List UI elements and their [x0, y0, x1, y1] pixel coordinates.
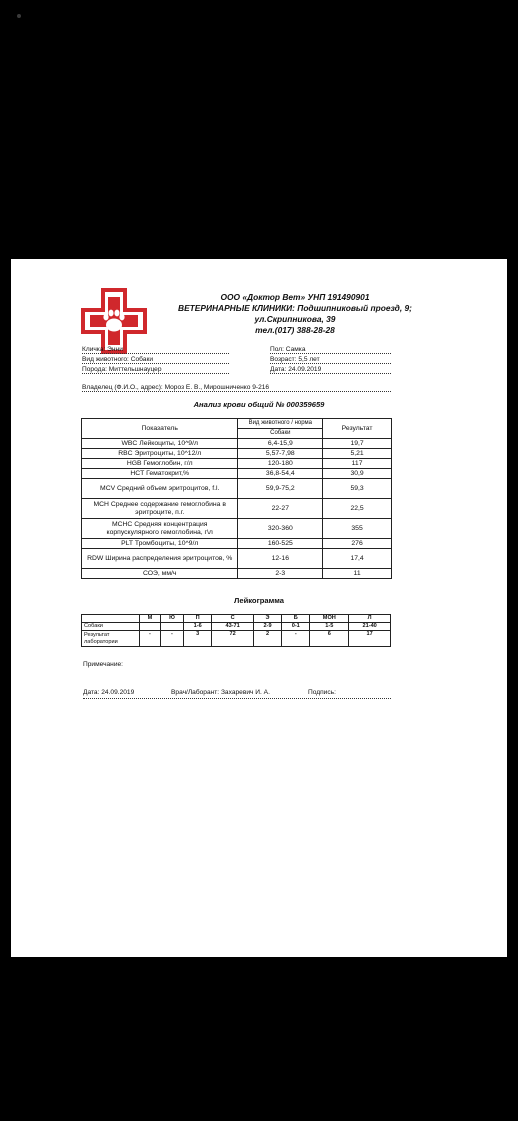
norm-cell: 22-27 [238, 499, 323, 519]
table-row [82, 479, 392, 499]
leuko-result-cell: 17 [349, 631, 391, 647]
result-cell: 22,5 [323, 499, 392, 519]
patient-breed: Порода: Миттельшнауцер [82, 366, 229, 374]
norm-cell: 59,9-75,2 [238, 479, 323, 499]
leuko-header-cell: Л [349, 615, 391, 623]
patient-name: Кличка: Энни [82, 346, 229, 354]
patient-species: Вид животного: Собаки [82, 356, 229, 364]
leuko-norm-cell [140, 623, 161, 631]
header-norm-bottom: Собаки [238, 429, 323, 439]
clinic-logo-icon [81, 288, 147, 354]
param-cell: MCH Среднее содержание гемоглобина в эритроците, п.г. [82, 499, 238, 519]
leuko-norm-cell: 1-6 [184, 623, 212, 631]
leuko-header-cell: М [140, 615, 161, 623]
footer-date: Дата: 24.09.2019 [83, 689, 135, 696]
analysis-title: Анализ крови общий № 000359659 [193, 400, 325, 409]
table-row [82, 549, 392, 569]
result-cell: 11 [323, 569, 392, 579]
leuko-result-cell: - [160, 631, 183, 647]
leuko-norm-cell: 21-40 [349, 623, 391, 631]
leuko-header-cell: МОН [310, 615, 349, 623]
header-param: Показатель [82, 419, 238, 439]
result-cell: 117 [323, 459, 392, 469]
param-cell: СОЭ, мм/ч [82, 569, 238, 579]
leuko-table [81, 614, 391, 647]
blood-table [81, 418, 392, 579]
status-dot [17, 14, 21, 18]
document-sheet [11, 259, 507, 957]
header-line-1: ООО «Доктор Вет» УНП 191490901 [220, 292, 370, 302]
norm-cell: 120-180 [238, 459, 323, 469]
param-cell: WBC Лейкоциты, 10^9/л [82, 439, 238, 449]
norm-cell: 36,8-54,4 [238, 469, 323, 479]
owner-info: Владелец (Ф.И.О., адрес): Мороз Е. В., Мирошниченко 9-216 [82, 384, 391, 392]
param-cell: PLT Тромбоциты, 10^9/л [82, 539, 238, 549]
leuko-result-label: Результат лаборатории [82, 631, 140, 647]
header-norm-top: Вид животного / норма [238, 419, 323, 429]
footer-doctor: Врач/Лаборант: Захаревич И. А. [171, 689, 270, 696]
leuko-header-cell: Ю [160, 615, 183, 623]
table-row [82, 499, 392, 519]
table-row [82, 439, 392, 449]
header-line-4: тел.(017) 388-28-28 [255, 325, 335, 335]
param-cell: RDW Ширина распределения эритроцитов, % [82, 549, 238, 569]
leuko-header-cell: Э [253, 615, 281, 623]
norm-cell: 12-16 [238, 549, 323, 569]
leuko-norm-cell [160, 623, 183, 631]
leuko-norm-cell: 1-5 [310, 623, 349, 631]
leuko-header-cell: С [212, 615, 254, 623]
leuko-norm-cell: 43-71 [212, 623, 254, 631]
header-line-3: ул.Скрипникова, 39 [254, 314, 336, 324]
leuko-result-cell: 3 [184, 631, 212, 647]
table-row [82, 569, 392, 579]
param-cell: MCHC Средняя концентрация корпускулярного гемоглобина, г\л [82, 519, 238, 539]
norm-cell: 320-360 [238, 519, 323, 539]
leuko-norm-label: Собаки [82, 623, 140, 631]
norm-cell: 160-525 [238, 539, 323, 549]
note-label: Примечание: [83, 661, 123, 668]
leuko-norm-cell: 2-9 [253, 623, 281, 631]
footer-line [83, 689, 391, 699]
patient-sex: Пол: Самка [270, 346, 391, 354]
result-cell: 19,7 [323, 439, 392, 449]
param-cell: RBC Эритроциты, 10^12/л [82, 449, 238, 459]
footer-sign: Подпись: [308, 689, 336, 696]
param-cell: MCV Средний объем эритроцитов, f.l. [82, 479, 238, 499]
param-cell: HGB Гемоглобин, г/л [82, 459, 238, 469]
result-cell: 30,9 [323, 469, 392, 479]
table-row [82, 459, 392, 469]
norm-cell: 6,4-15,9 [238, 439, 323, 449]
result-cell: 17,4 [323, 549, 392, 569]
leuko-result-cell: - [140, 631, 161, 647]
table-row [82, 469, 392, 479]
header-result: Результат [323, 419, 392, 439]
leuko-norm-cell: 0-1 [282, 623, 310, 631]
norm-cell: 5,57-7,98 [238, 449, 323, 459]
leuko-title: Лейкограмма [234, 596, 284, 605]
table-row [82, 519, 392, 539]
param-cell: HCT Гематокрит,% [82, 469, 238, 479]
norm-cell: 2-3 [238, 569, 323, 579]
leuko-header-cell: П [184, 615, 212, 623]
patient-date: Дата: 24.09.2019 [270, 366, 391, 374]
leuko-result-cell: 6 [310, 631, 349, 647]
table-row [82, 539, 392, 549]
result-cell: 5,21 [323, 449, 392, 459]
leuko-result-cell: 72 [212, 631, 254, 647]
leuko-result-cell: - [282, 631, 310, 647]
result-cell: 59,3 [323, 479, 392, 499]
patient-age: Возраст: 5,5 лет [270, 356, 391, 364]
leuko-header-cell [82, 615, 140, 623]
header-line-2: ВЕТЕРИНАРНЫЕ КЛИНИКИ: Подшипниковый проезд, 9; [178, 303, 412, 313]
table-row [82, 449, 392, 459]
result-cell: 355 [323, 519, 392, 539]
leuko-result-cell: 2 [253, 631, 281, 647]
leuko-header-cell: Б [282, 615, 310, 623]
result-cell: 276 [323, 539, 392, 549]
